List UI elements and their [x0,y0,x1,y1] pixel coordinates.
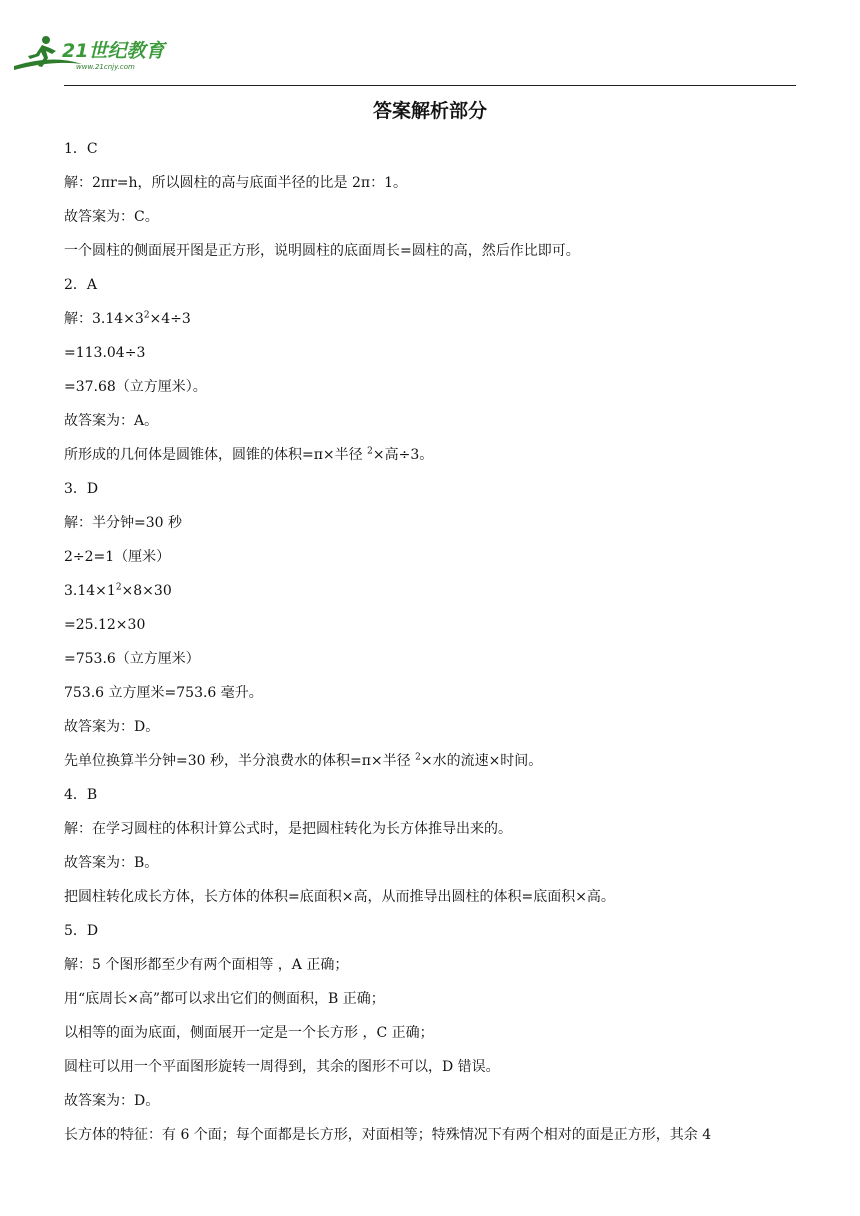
text-line: 753.6 立方厘米=753.6 毫升。 [64,685,263,701]
site-logo [12,34,182,76]
text-line: 长方体的特征：有 6 个面；每个面都是长方形，对面相等；特殊情况下有两个相对的面是正方形，其余 4 [64,1127,712,1143]
text-line: 4．B [64,787,98,803]
text-line: 以相等的面为底面，侧面展开一定是一个长方形 ，C 正确； [64,1025,434,1041]
text-line: 1．C [64,141,98,157]
text-line: =37.68（立方厘米）。 [64,379,207,395]
logo-text: 21世纪教育 [62,40,165,62]
text-line: 解：$3.14\times 3^2\times 4\div 3$ [64,310,191,327]
superscript: 2 [115,582,122,593]
text-line: 解：在学习圆柱的体积计算公式时，是把圆柱转化为长方体推导出来的。 [64,821,512,837]
answer-content [64,136,804,1156]
text-line: 故答案为：D。 [64,719,160,735]
text-line: 把圆柱转化成长方体，长方体的体积=底面积×高，从而推导出圆柱的体积=底面积×高。 [64,889,615,905]
superscript: 2 [143,310,150,321]
text-line: 5．D [64,923,99,939]
text-line: 故答案为：D。 [64,1093,160,1109]
text-line: =25.12×30 [64,617,146,633]
text-line: 圆柱可以用一个平面图形旋转一周得到，其余的图形不可以，D 错误。 [64,1059,500,1075]
text-line: 3．D [64,481,99,497]
text-line: 解：5 个图形都至少有两个面相等 ，A 正确； [64,957,349,973]
logo-url: www.21cnjy.com [76,63,135,71]
text-line: 2．A [64,277,98,293]
text-line: 故答案为：A。 [64,413,159,429]
text-line: 所形成的几何体是圆锥体，圆锥的体积=π×半径 $^2$×高÷3。 [64,446,434,463]
superscript: 2 [367,446,373,457]
text-line: 故答案为：C。 [64,209,159,225]
logo-runner-head-icon [42,36,50,44]
superscript: 2 [415,752,421,763]
text-line: 2÷2=1（厘米） [64,549,171,565]
page-title: 答案解析部分 [372,100,487,122]
text-line: =113.04÷3 [64,345,146,361]
text-line: 先单位换算半分钟=30 秒，半分浪费水的体积=π×半径 $^2$×水的流速×时间。 [64,752,543,769]
text-line: 用“底周长×高”都可以求出它们的侧面积，B 正确； [64,991,385,1007]
text-line: 一个圆柱的侧面展开图是正方形，说明圆柱的底面周长=圆柱的高，然后作比即可。 [64,243,580,259]
text-line: $3.14\times 1^2\times 8\times 30$ [64,582,172,599]
header-divider [64,85,796,86]
text-line: 故答案为：B。 [64,855,159,871]
text-line: =753.6（立方厘米） [64,651,200,667]
text-line: 解：2πr=h，所以圆柱的高与底面半径的比是 2π：1。 [64,175,408,191]
text-line: 解：半分钟=30 秒 [64,515,182,531]
